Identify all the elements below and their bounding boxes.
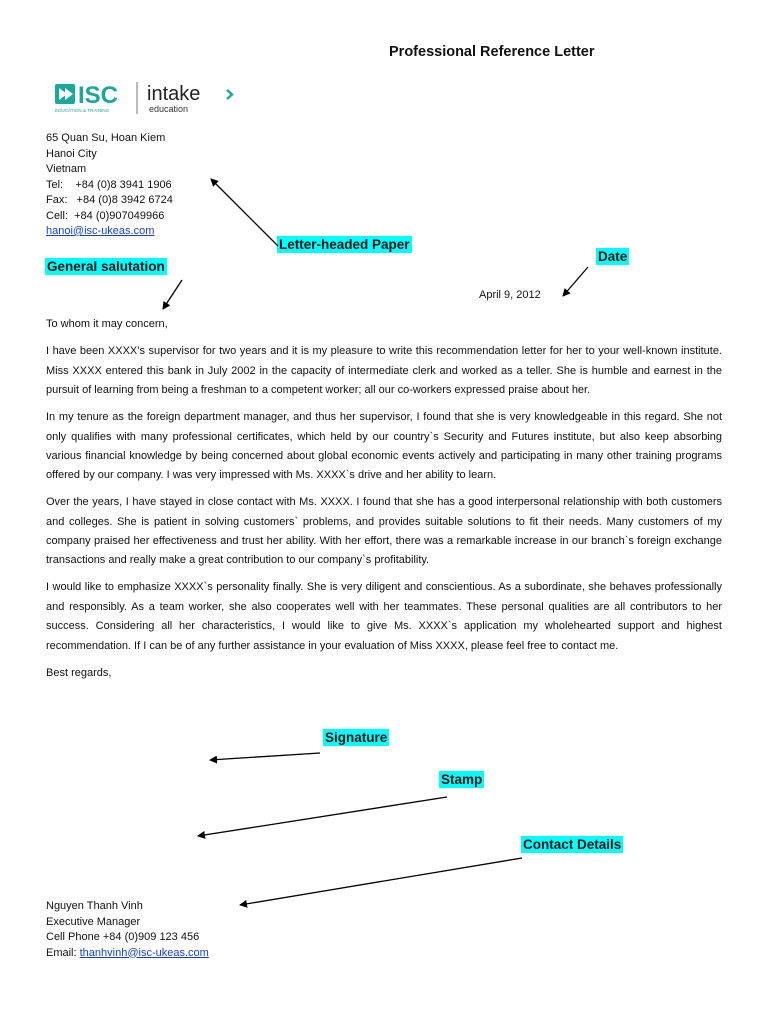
arrow-to-salutation <box>163 280 182 309</box>
arrow-to-stamp <box>198 797 447 836</box>
address-tel: Tel: +84 (0)8 3941 1906 <box>46 178 172 191</box>
letter-paragraph-4: I would like to emphasize XXXX`s personality finally. She is very diligent and conscientious. As a subordinate, she behaves professionally and responsibly. As a team worker, she also cooperates well with her teammates. These personal qualities are all contributors to her success. Considering all her characteristics, I would like to give Ms. XXXX`s application my wholehearted support and highest recommendation. If I can be of any further assistance in your evaluation of Miss XXXX, please feel free to contact me. <box>46 581 722 652</box>
address-email-link[interactable]: hanoi@isc-ukeas.com <box>46 225 155 237</box>
letter-paragraph-3: Over the years, I have stayed in close contact with Ms. XXXX. I found that she has a good interpersonal relationship with both customers and colleges. She is patient in solving customers` problems, and provides suitable solutions to fit their needs. Many customers of my company praised her effectiveness and trust her ability. With her effort, there was a remarkable increase in our branch`s foreign exchange transactions and really make a great contribution to our company`s profitability. <box>46 496 722 567</box>
letter-salutation: To whom it may concern, <box>46 318 168 330</box>
address-city: Hanoi City <box>46 147 97 160</box>
address-country: Vietnam <box>46 163 87 175</box>
annotation-signature: Signature <box>325 730 388 745</box>
arrow-to-letterhead <box>211 179 278 246</box>
annotation-salutation: General salutation <box>47 259 165 274</box>
sender-email-link[interactable]: thanhvinh@isc-ukeas.com <box>79 946 209 959</box>
letter-closing: Best regards, <box>46 666 112 679</box>
document-title: Professional Reference Letter <box>389 44 595 60</box>
arrow-to-signature <box>210 753 320 760</box>
letter-paragraph-2: In my tenure as the foreign department manager, and thus her supervisor, I found that she is very knowledgeable in this regard. She not only qualifies with many professional certificates, which held by our country`s Security and Futures institute, but also keep absorbing various financial knowledge by being concerned about global economic events actively and participating in many other training programs offered by our company. I was very impressed with Ms. XXXX`s drive and her ability to learn. <box>46 411 722 482</box>
logo-intake-sub: education <box>149 104 189 114</box>
logo-isc-tagline: EDUCATION & TRAINING <box>55 108 110 113</box>
logo-isc-text: ISC <box>78 82 119 109</box>
address-line: 65 Quan Su, Hoan Kiem <box>46 132 166 144</box>
address-cell: Cell: +84 (0)907049966 <box>46 209 165 222</box>
arrow-to-contact-details <box>240 858 522 905</box>
sender-name: Nguyen Thanh Vinh <box>46 900 143 912</box>
annotation-letterhead: Letter-headed Paper <box>279 237 410 252</box>
letter-paragraph-1: I have been XXXX’s supervisor for two years and it is my pleasure to write this recommendation letter for her to your well-known institute. Miss XXXX entered this bank in July 2002 in the capacity of intermediate clerk and worked as a teller. She is humble and earnest in the pursuit of learning from being a freshman to a competent worker; all our co-workers expressed praise about her. <box>46 345 722 397</box>
address-fax: Fax: +84 (0)8 3942 6724 <box>46 194 173 206</box>
annotation-stamp: Stamp <box>441 772 483 787</box>
letter-date: April 9, 2012 <box>479 289 541 301</box>
logo-intake-text: intake <box>147 83 201 105</box>
annotation-contact: Contact Details <box>523 837 622 852</box>
sender-phone: Cell Phone +84 (0)909 123 456 <box>46 931 200 943</box>
arrow-to-date <box>563 267 588 296</box>
annotation-date: Date <box>598 249 628 264</box>
sender-position: Executive Manager <box>46 915 141 928</box>
sender-email-label: Email: <box>46 946 80 959</box>
